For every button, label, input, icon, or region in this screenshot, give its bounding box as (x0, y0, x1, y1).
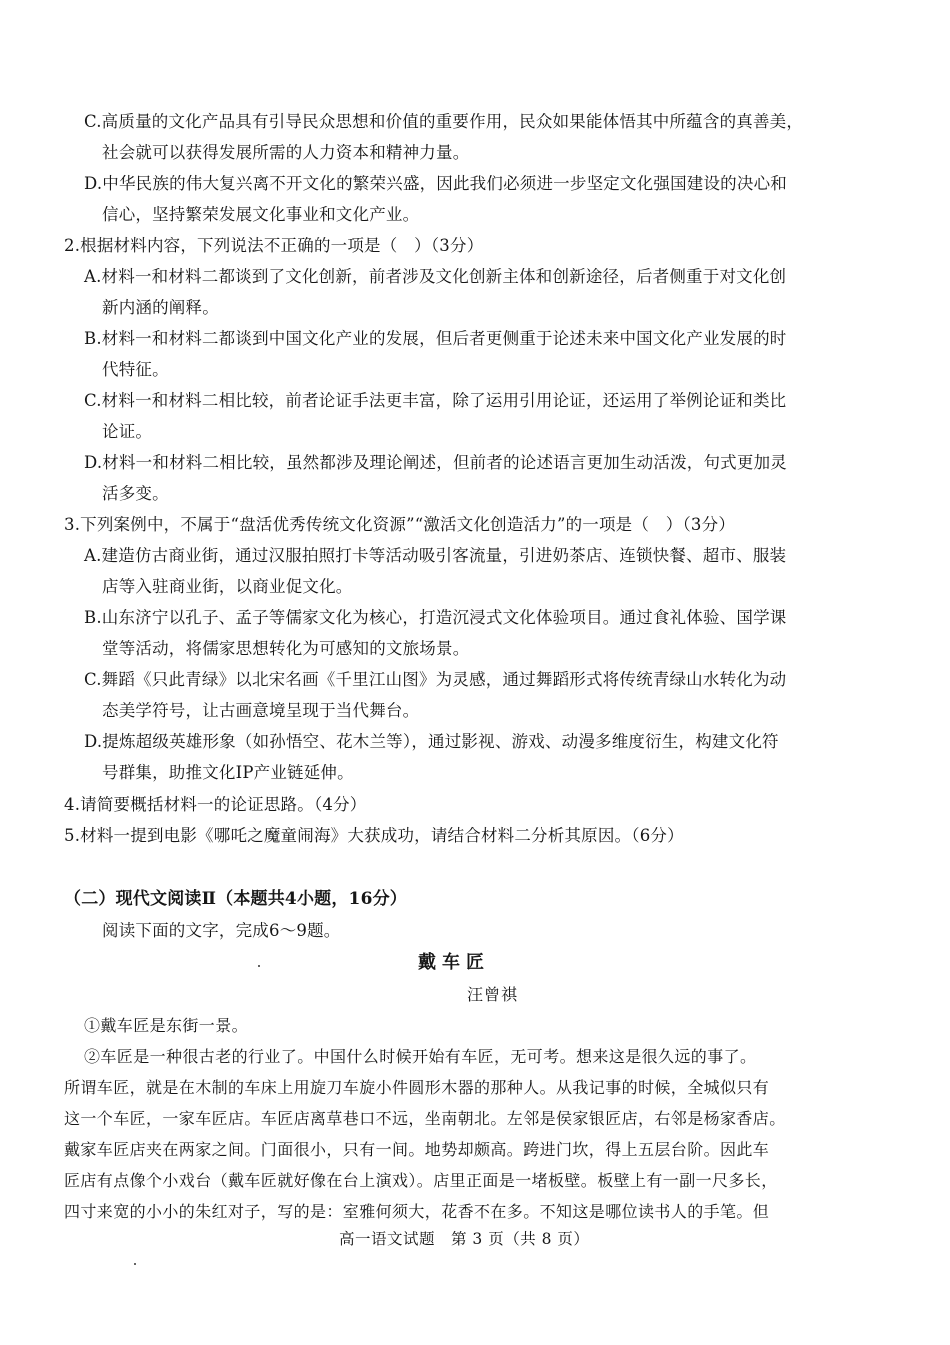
q2-option-c-line2: 论证。 (102, 422, 153, 441)
q3-option-d-line1: D.提炼超级英雄形象（如孙悟空、花木兰等），通过影视、游戏、动漫多维度衍生，构建文化符 (84, 732, 779, 751)
q2-option-a-line2: 新内涵的阐释。 (102, 298, 219, 317)
scan-speck (134, 1263, 136, 1265)
passage-paragraph-2-line1: ②车匠是一种很古老的行业了。中国什么时候开始有车匠，无可考。想来这是很久远的事了。 (84, 1047, 757, 1066)
q3-stem: 3.下列案例中，不属于“盘活优秀传统文化资源”“激活文化创造活力”的一项是（ ）（3分） (64, 515, 736, 534)
q2-stem: 2.根据材料内容，下列说法不正确的一项是（ ）（3分） (64, 236, 484, 255)
q2-option-c-line1: C.材料一和材料二相比较，前者论证手法更丰富，除了运用引用论证，还运用了举例论证和类比 (84, 391, 787, 410)
passage-paragraph-2-line4: 戴家车匠店夹在两家之间。门面很小，只有一间。地势却颇高。跨进门坎，得上五层台阶。因此车 (64, 1140, 770, 1159)
scan-speck (258, 965, 260, 967)
page-footer: 高一语文试题 第 3 页（共 8 页） (339, 1230, 590, 1248)
q3-option-b-line1: B.山东济宁以孔子、孟子等儒家文化为核心，打造沉浸式文化体验项目。通过食礼体验、国学课 (84, 608, 787, 627)
q3-option-a-line1: A.建造仿古商业街，通过汉服拍照打卡等活动吸引客流量，引进奶茶店、连锁快餐、超市、服装 (84, 546, 787, 565)
q1-option-c-line1: C.高质量的文化产品具有引导民众思想和价值的重要作用，民众如果能体悟其中所蕴含的真善美， (84, 112, 804, 131)
q2-option-d-line2: 活多变。 (102, 484, 169, 503)
q5-stem: 5.材料一提到电影《哪吒之魔童闹海》大获成功，请结合材料二分析其原因。（6分） (64, 826, 684, 845)
q4-stem: 4.请简要概括材料一的论证思路。（4分） (64, 795, 367, 814)
q3-option-a-line2: 店等入驻商业街，以商业促文化。 (102, 577, 353, 596)
section-instruction: 阅读下面的文字，完成6～9题。 (102, 921, 341, 940)
q2-option-b-line2: 代特征。 (102, 360, 169, 379)
q3-option-c-line2: 态美学符号，让古画意境呈现于当代舞台。 (102, 701, 420, 720)
q1-option-d-line1: D.中华民族的伟大复兴离不开文化的繁荣兴盛，因此我们必须进一步坚定文化强国建设的决心和 (84, 174, 787, 193)
article-author: 汪曾祺 (467, 985, 519, 1004)
passage-paragraph-1: ①戴车匠是东街一景。 (84, 1016, 249, 1035)
q2-option-b-line1: B.材料一和材料二都谈到中国文化产业的发展，但后者更侧重于论述未来中国文化产业发展的时 (84, 329, 787, 348)
q1-option-d-line2: 信心，坚持繁荣发展文化事业和文化产业。 (102, 205, 420, 224)
q2-option-a-line1: A.材料一和材料二都谈到了文化创新，前者涉及文化创新主体和创新途径，后者侧重于对文化创 (84, 267, 787, 286)
article-title: 戴车匠 (418, 952, 490, 973)
q3-option-d-line2: 号群集，助推文化IP产业链延伸。 (102, 763, 354, 782)
passage-paragraph-2-line6: 四寸来宽的小小的朱红对子，写的是：室雅何须大，花香不在多。不知这是哪位读书人的手笔。但 (64, 1202, 770, 1221)
q3-option-c-line1: C.舞蹈《只此青绿》以北宋名画《千里江山图》为灵感，通过舞蹈形式将传统青绿山水转化为动 (84, 670, 787, 689)
section-title: （二）现代文阅读Ⅱ（本题共4小题，16分） (64, 889, 408, 909)
passage-paragraph-2-line3: 这一个车匠，一家车匠店。车匠店离草巷口不远，坐南朝北。左邻是侯家银匠店，右邻是杨家香店。 (64, 1109, 786, 1128)
q2-option-d-line1: D.材料一和材料二相比较，虽然都涉及理论阐述，但前者的论述语言更加生动活泼，句式更加灵 (84, 453, 787, 472)
q3-option-b-line2: 堂等活动，将儒家思想转化为可感知的文旅场景。 (102, 639, 470, 658)
passage-paragraph-2-line2: 所谓车匠，就是在木制的车床上用旋刀车旋小件圆形木器的那种人。从我记事的时候，全城似只有 (64, 1078, 770, 1097)
q1-option-c-line2: 社会就可以获得发展所需的人力资本和精神力量。 (102, 143, 470, 162)
passage-paragraph-2-line5: 匠店有点像个小戏台（戴车匠就好像在台上演戏）。店里正面是一堵板壁。板壁上有一副一尺多长， (64, 1171, 778, 1190)
